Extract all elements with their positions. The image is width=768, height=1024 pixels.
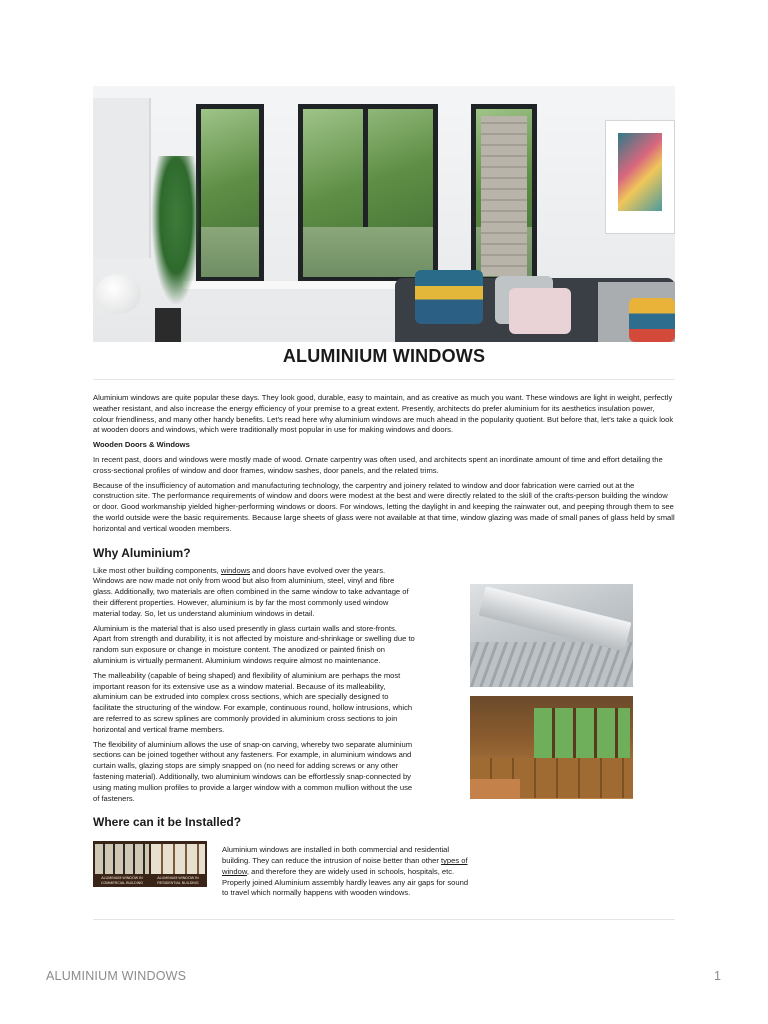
footer-title: ALUMINIUM WINDOWS (46, 969, 187, 983)
windows-link[interactable]: windows (220, 565, 251, 575)
install-paragraph: Aluminium windows are installed in both commercial and residential building. They can reduce the intrusion of noise better than other types of window, and therefore they are widely used in schools, hospitals, etc. Properly joined Aluminium assembly hardly leaves any air gaps for sound to travel which normally happens with wooden windows. (222, 845, 469, 898)
wooden-paragraph-2: Because of the insufficiency of automation and manufacturing technology, the carpentry and joinery related to window and door fabrication were carried out at the construction site. The performance requirements of window and doors were modest at the best and were directly related to the skill of the crafts-person building the window or door. Good workmanship yielded higher-performing windows or doors. For windows, letting the daylight in and keeping the rainwater out, and peeping through them to see the world outside were the basic requirements. Because large sheets of glass were not available at that time, window glazing was made of small panes of glass held by small horizontal and vertical wooden members. (93, 480, 675, 533)
why-paragraph-3: The malleability (capable of being shaped) and flexibility of aluminium are perhaps the most important reason for its extensive use as a window material. Because of its malleability, aluminium can be extruded into complex cross sections, which are specially designed to facilitate the structuring of the window. For example, continuous round, hollow intrusions, which are referred to as screw splines are commonly provided in aluminium cross sections to join horizontal and vertical frame members. (93, 670, 413, 734)
aluminium-profile-image (470, 584, 633, 687)
thumbnail-caption-commercial: ALUMINIUM WINDOW IN COMMERCIAL BUILDING (100, 876, 144, 885)
why-paragraph-1: Like most other building components, windows and doors have evolved over the years. Windows are now made not only from wood but also from aluminium, steel, vinyl and fibre glass. Additionally, two materials are often combined in the same window to take advantage of their different properties. However, aluminium is by far the most commonly used window material today. So, let us understand aluminium windows in detail. (93, 565, 409, 618)
page-title: ALUMINIUM WINDOWS (282, 346, 486, 366)
kitchen-window-image (470, 696, 633, 799)
hero-living-room-image (93, 86, 675, 342)
types-of-window-link[interactable]: types of window (222, 856, 468, 876)
why-aluminium-heading: Why Aluminium? (93, 545, 191, 560)
intro-paragraph: Aluminium windows are quite popular these days. They look good, durable, easy to maintain, and as creative as much you want. These windows are light in weight, perfectly weather resistant, and also increase the energy efficiency of your premise to a great extent. Presently, architects do prefer aluminium for its aesthetics insulation power, colour friendliness, and many other handy benefits. Let’s read here why aluminium windows are much ahead in the popularity quotient. But before that, let’s take a quick look at wooden doors and windows, which were traditionally most popular in use for making windows and doors. (93, 393, 674, 435)
page-number: 1 (714, 969, 721, 983)
divider (93, 379, 675, 380)
why-paragraph-4: The flexibility of aluminium allows the use of snap-on carving, whereby two separate aluminium sections can be joined together without any fasteners. For example, in aluminium windows and curtain walls, glazing stops are simply snapped on (no need for adding screws or any other fastening material). Additionally, two aluminium windows can be effortlessly snap-connected by using mating mullion profiles to provide a larger window with a common mullion without the use of fasteners. (93, 739, 413, 803)
thumbnail-caption-residential: ALUMINIUM WINDOW IN RESIDENTIAL BUILDING (157, 876, 199, 885)
where-installed-heading: Where can it be Installed? (93, 815, 242, 830)
document-page (93, 86, 675, 920)
wooden-paragraph-1: In recent past, doors and windows were mostly made of wood. Ornate carpentry was often used, and architects spent an inordinate amount of time and effort detailing the cross-sectional profiles of window and door frames, window sashes, door panels, and the related trims. (93, 454, 663, 475)
wooden-heading: Wooden Doors & Windows (93, 440, 190, 450)
why-paragraph-2: Aluminium is the material that is also used presently in glass curtain walls and store-fronts. Apart from strength and durability, it is not affected by moisture and-shrinkage or swelling due to random sun exposure or change in moisture content. The anodized or painted finish on aluminium is virtually permanent. Aluminium windows require almost no maintenance. (93, 623, 415, 665)
installation-thumbnails-image (93, 841, 207, 887)
why-aluminium-section (93, 566, 675, 805)
divider-bottom (93, 919, 675, 920)
where-installed-section (93, 835, 675, 899)
